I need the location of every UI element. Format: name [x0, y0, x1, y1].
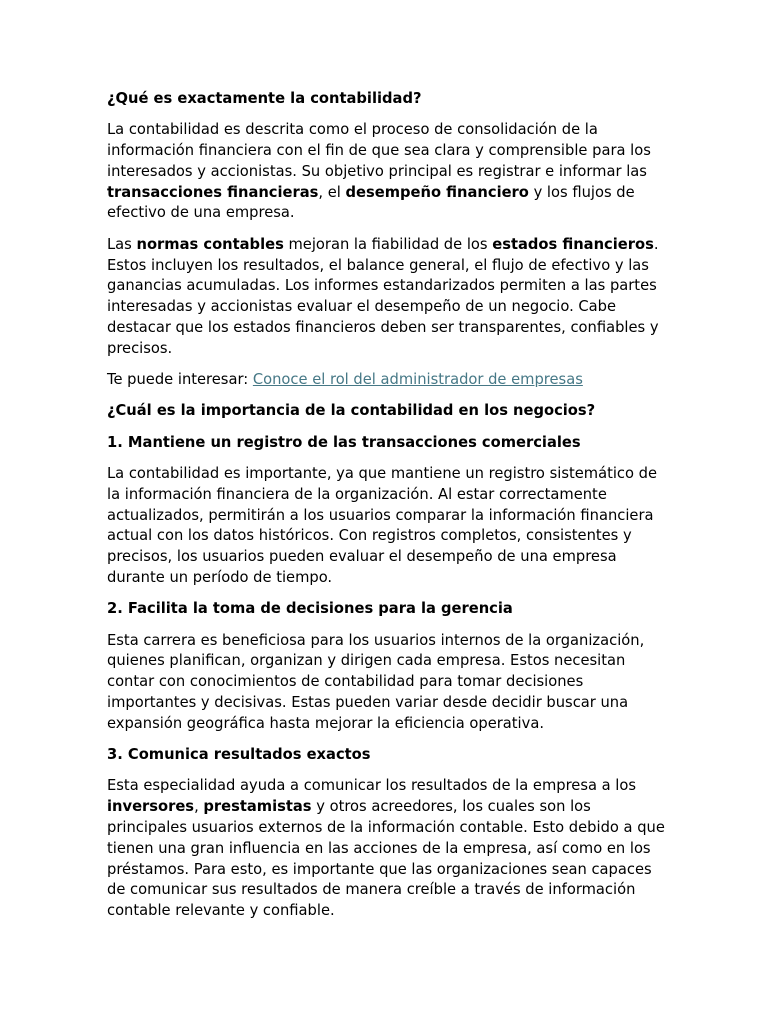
bold-text: prestamistas	[203, 798, 312, 816]
text-run: mejoran la fiabilidad de los	[283, 235, 493, 253]
heading-comunica-resultados: 3. Comunica resultados exactos	[107, 746, 371, 764]
text-run: La contabilidad es descrita como el proceso de consolidación de la información financiera con el fin de que sea clara y comprensible para los interesados y accionistas. Su objetivo principal es registrar e informar las	[107, 121, 651, 180]
paragraph-decisiones: Esta carrera es beneficiosa para los usuarios internos de la organización, quienes planifican, organizan y dirigen cada empresa. Estos necesitan contar con conocimientos de contabilidad para tomar decisiones importantes y decisivas. Estas pueden variar desde decidir buscar una expansión geográfica hasta mejorar la eficiencia operativa.	[107, 631, 645, 732]
heading-registro-transacciones: 1. Mantiene un registro de las transacciones comerciales	[107, 433, 581, 451]
paragraph-definicion	[107, 120, 667, 224]
text-run: . Estos incluyen los resultados, el balance general, el flujo de efectivo y las ganancias acumuladas. Los informes estandarizados permiten a las partes interesadas y accionistas evaluar el desempeño de un negocio. Cabe destacar que los estados financieros deben ser transparentes, confiables y precisos.	[107, 235, 659, 357]
text-run: y los flujos de efectivo de una empresa.	[107, 183, 635, 222]
bold-text: normas contables	[136, 235, 284, 253]
text-run: Te puede interesar:	[107, 371, 253, 389]
heading-toma-decisiones: 2. Facilita la toma de decisiones para la gerencia	[107, 600, 513, 618]
text-run: , el	[318, 183, 346, 201]
link-administrador-empresas[interactable]: Conoce el rol del administrador de empresas	[252, 371, 583, 389]
text-run: Las	[107, 235, 137, 253]
paragraph-registro: La contabilidad es importante, ya que mantiene un registro sistemático de la información financiera de la organización. Al estar correctamente actualizados, permitirán a los usuarios comparar la información financiera actual con los datos históricos. Con registros completos, consistentes y precisos, los usuarios pueden evaluar el desempeño de una empresa durante un período de tiempo.	[107, 464, 657, 586]
document-body	[107, 89, 667, 932]
bold-text: desempeño financiero	[345, 183, 529, 201]
paragraph-te-puede-interesar	[107, 370, 667, 391]
text-run: y otros acreedores, los cuales son los principales usuarios externos de la información contable. Esto debido a que tienen una gran influencia en las acciones de la empresa, así como en los préstamos. Para esto, es importante que las organizaciones sean capaces de comunicar sus resultados de manera creíble a través de información contable relevante y confiable.	[107, 798, 665, 920]
bold-text: transacciones financieras	[107, 183, 319, 201]
paragraph-resultados	[107, 776, 667, 922]
text-run: Esta especialidad ayuda a comunicar los resultados de la empresa a los	[107, 777, 637, 795]
heading-importancia: ¿Cuál es la importancia de la contabilidad en los negocios?	[107, 402, 596, 420]
bold-text: inversores	[107, 798, 195, 816]
text-run: ,	[194, 798, 204, 816]
heading-que-es-contabilidad: ¿Qué es exactamente la contabilidad?	[107, 90, 422, 107]
paragraph-normas-contables	[107, 235, 667, 360]
bold-text: estados financieros	[492, 235, 654, 253]
